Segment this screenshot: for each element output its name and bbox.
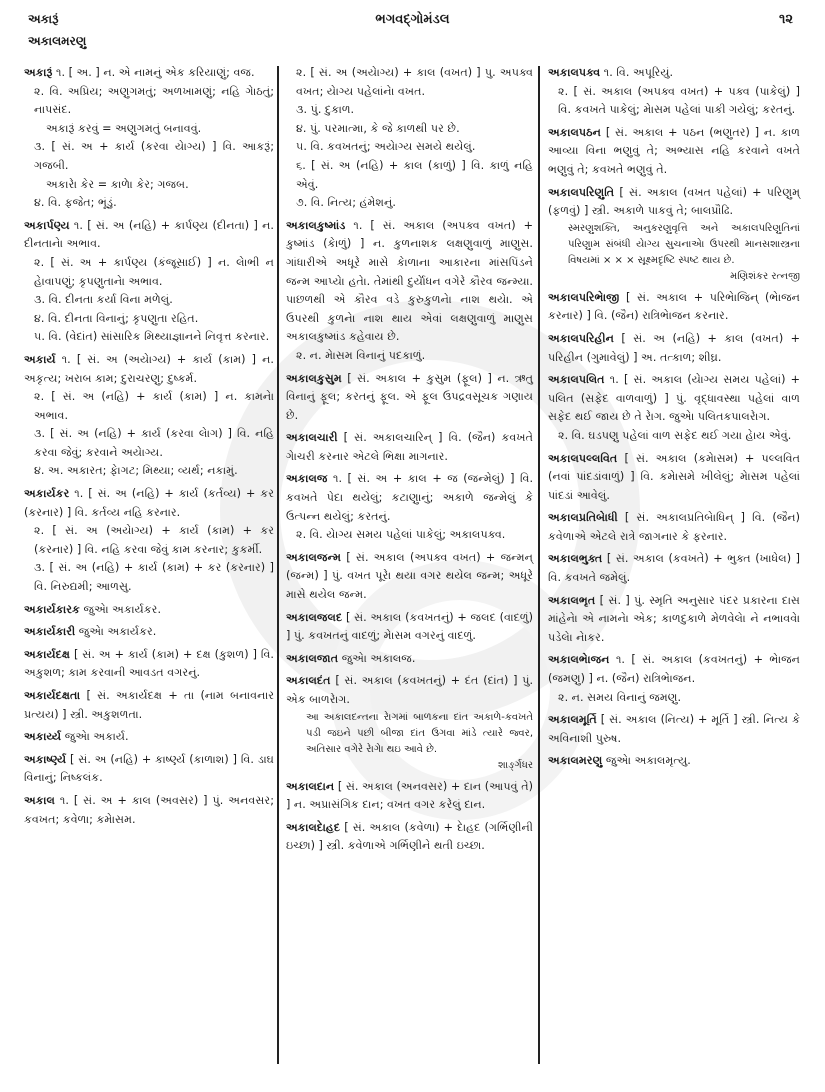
headword: અકાર્યકારી (24, 625, 76, 639)
entry-sense (286, 157, 533, 194)
definition-text: ૪. વિ. ફજેત; ભૂંડું. (34, 196, 117, 210)
dictionary-entry (24, 351, 274, 481)
entry-sense (24, 291, 274, 310)
definition-text: ૨. [ સં. અ (નહિ) + કાર્ય (કામ) ] ન. કામનેા અભાવ. (34, 390, 274, 422)
entry-first-line (286, 650, 533, 669)
definition-text: [ સં. અકાલ (અપક્વ વખત) + જન્મન્ (જન્મ) ] પું. વખત પૂરેા થયા વગર થયેલ જન્મ; અધૂરે માસે થયેલ જન્મ. (286, 550, 533, 602)
dictionary-entry (548, 550, 800, 587)
dictionary-entry (548, 184, 800, 285)
entry-first-line (286, 819, 533, 856)
entry-first-line (548, 64, 800, 83)
entry-first-line (24, 728, 274, 747)
definition-text: [ સં. અકાલ (કવખતનું) + દંત (દાંત) ] પું. એક બાળરેાગ. (286, 674, 534, 706)
entry-sense (286, 138, 533, 157)
entry-sense (548, 689, 800, 708)
definition-text: જુએા અકાલમૃત્યુ. (605, 754, 691, 768)
definition-text: જુએા અકાર્યકર. (83, 602, 162, 616)
definition-text: [ સં. અકાલ (કવેળા) + દેાહદ (ગર્ભિણીની ઇચ્છા) ] સ્ત્રી. કવેળાએ ગર્ભિણીને થતી ઇચ્છા. (286, 820, 533, 853)
definition-text: [ સં. અકાલ (કવખતનું) + જલદ (વાદળું) ] પું. કવખતનું વાદળું; મેાસમ વગરનું વાદળું. (286, 610, 534, 643)
dictionary-entry (548, 752, 800, 771)
definition-text: ૧. [ સં. અ (અયેાગ્ય) + કાર્ય (કામ) ] ન. અકૃત્ય; ખરાબ કામ; દુરાચરણુ; દુષ્કર્મ. (24, 352, 274, 385)
entry-first-line (548, 124, 800, 180)
definition-text: ૧. [ સં. અ + કાલ (અવસર) ] પું. અનવસર; કવખત; કવેળા; કમેાસમ. (24, 793, 274, 826)
entry-sense (24, 462, 274, 481)
entry-first-line (286, 470, 533, 526)
headword: અકાલપરિભેાજી (548, 290, 620, 304)
entry-first-line (548, 289, 800, 326)
entry-first-line (286, 217, 533, 347)
entry-first-line (548, 371, 800, 427)
dictionary-entry (548, 64, 800, 120)
definition-text: ૨. ન. મેાસમ વિનાનું પદકાળું. (296, 348, 426, 362)
entry-first-line (286, 370, 533, 426)
entry-first-line (24, 623, 274, 642)
guide-word-last: અકાલમરણુ (28, 34, 87, 48)
entry-sense (24, 176, 274, 195)
headword: અકાલદાન (286, 779, 335, 793)
definition-text: [ સં. અકાલ (નિત્ય) + મૂર્તિ ] સ્ત્રી. નિત્ય કે અવિનાશી પુરુષ. (548, 713, 800, 745)
entry-sense (24, 254, 274, 291)
entry-sense (286, 120, 533, 139)
column-3 (548, 64, 800, 775)
entry-sense (24, 425, 274, 462)
definition-text: [ સં. અકાલ (કમેાસમ) + પલ્લવિત (નવાં પાંદડાંવાળું) ] વિ. કમેાસમે ખીલેલું; મેાસમ પહેલાં પાંદડાં આવેલું. (548, 451, 801, 502)
citation-quote (548, 221, 800, 285)
headword: અકાલપલિત (548, 373, 605, 387)
headword: અકાર્પણ્ય (24, 218, 70, 232)
dictionary-entry (548, 450, 800, 506)
headword: અકાલપલ્લવિત (548, 451, 618, 465)
definition-text: ૪. વિ. દીનતા વિનાનું; કૃપણુતા રહિત. (34, 311, 199, 325)
entry-first-line (286, 429, 533, 466)
entry-sense (24, 138, 274, 175)
dictionary-entry (286, 217, 533, 366)
column-divider (277, 66, 279, 1064)
dictionary-entry (24, 601, 274, 620)
dictionary-entry (24, 646, 274, 683)
dictionary-entry (24, 728, 274, 747)
headword: અકાલભેાજન (548, 653, 610, 667)
definition-text: [ સં. અકાલ + કુસુમ (ફૂલ) ] ન. ઋતુ વિનાનું ફૂલ; કરતનું ફૂલ. એ ફૂલ ઉપદ્રવસૂચક ગણાય છે. (286, 371, 533, 422)
entry-first-line (548, 509, 800, 546)
page-number: ૧૨ (778, 12, 793, 27)
dictionary-entry (286, 470, 533, 544)
dictionary-entry (286, 819, 533, 856)
dictionary-entry (548, 711, 800, 748)
entry-first-line (24, 351, 274, 388)
entry-sense (548, 83, 800, 120)
entry-first-line (548, 330, 800, 367)
headword: અકાલભૃત (548, 593, 596, 607)
dictionary-entry (548, 509, 800, 546)
definition-text: ૩. [ સં. અ (નહિ) + કાર્ય (કરવા લેાગ) ] વિ. નહિ કરવા જેવું; કરવાને અયેાગ્ય. (34, 427, 274, 459)
dictionary-entry (548, 592, 800, 648)
entry-sense (286, 194, 533, 213)
headword: અકાલપ્રતિબેાધી (548, 511, 618, 525)
headword: અકાર્યકારક (24, 602, 80, 616)
definition-text: જુએા અકાલજ. (341, 651, 416, 665)
dictionary-entry (548, 289, 800, 326)
entry-first-line (286, 609, 533, 646)
entry-first-line (548, 592, 800, 648)
definition-text: ૪. અ. અકારત; ફેાગટ; મિથ્યા; વ્યર્થ; નકામું. (34, 464, 238, 478)
definition-text: [ સં. ] પું. સ્મૃતિ અનુસાર પંદર પ્રકારના દાસ માંહેનેા એ નામનેા એક; કાળદુકાળે મેળવેલેા ને નભાવવેા પડેલેા નેાકર. (548, 593, 800, 644)
definition-text: [ સં. અકાલ + પરિભેાજિન્ (ભેાજન કરનાર) ] વિ. (જૈન) રાત્રિભેાજન કરનાર. (548, 290, 800, 323)
definition-text: [ સં. અકાર્યદક્ષ + તા (નામ બનાવનાર પ્રત્યય) ] સ્ત્રી. અકુશળતા. (24, 689, 275, 721)
headword: અકાલદંત (286, 674, 331, 688)
entry-first-line (548, 752, 800, 771)
definition-text: [ સં. અ (નહિ) + કાલ (વખત) + પરિહીન (ગુમાવેલું) ] અ. તત્કાળ; શીઘ્ર. (548, 331, 800, 364)
entry-first-line (286, 549, 533, 605)
definition-text: ૫. વિ. કવખતનું; અયેાગ્ય સમયે થયેલું. (296, 140, 476, 154)
entry-first-line (548, 651, 800, 688)
column-divider (538, 66, 540, 1064)
headword: અકાલપરિહીન (548, 331, 614, 345)
quote-source: મણિશંકર રત્નજી (730, 270, 800, 282)
column-1 (24, 64, 274, 833)
entry-sense (24, 388, 274, 425)
dictionary-entry (286, 650, 533, 669)
dictionary-entry (24, 64, 274, 213)
entry-sense (24, 194, 274, 213)
definition-text: અકારૂં કરવું = અણુગમતું બનાવવું. (46, 121, 202, 135)
dictionary-entry (286, 370, 533, 426)
definition-text: ૩. પું. દુકાળ. (296, 103, 355, 117)
definition-text: [ સં. અ + કાર્ય (કામ) + દક્ષ (કુશળ) ] વિ. અકુશળ; કામ કરવાની આવડત વગરનું. (24, 647, 274, 680)
definition-text: [ સં. અકાલ (અનવસર) + દાન (આપવું તે) ] ન. અપ્રાસંગિક દાન; વખત વગર કરેલું દાન. (286, 779, 533, 812)
headword: અકાર્ય (24, 352, 56, 366)
dictionary-entry (548, 124, 800, 180)
definition-text: ૨. [ સં. અકાલ (અપક્વ વખત) + પક્વ (પાકેલું) ] વિ. કવખતે પાકેલું; મેાસમ પહેલાં પાકી ગયેલું; કરતનું. (558, 84, 800, 117)
dictionary-entry (24, 217, 274, 347)
headword: અકાલજલદ (286, 610, 343, 624)
entry-sense (286, 526, 533, 545)
headword: અકાલભુક્ત (548, 552, 603, 566)
headword: અકાર્ય્ય (24, 730, 62, 744)
headword: અકાલ (24, 793, 55, 807)
dictionary-entry (24, 751, 274, 788)
entry-sense (24, 120, 274, 139)
definition-text: [ સં. અ (નહિ) + કાર્ષ્ણ્ય (કાળાશ) ] વિ. ડાઘ વિનાનું; નિષ્કલંક. (24, 752, 274, 785)
definition-text: ૧. [ સં. અકાલ (કવખતનું) + ભેાજન (જમણુ) ] ન. (જૈન) રાત્રિભેાજન. (548, 653, 800, 686)
dictionary-entry (286, 549, 533, 605)
definition-text: [ સં. અકાલપ્રતિબેાધિન્ ] વિ. (જૈન) કવેળાએ એટલે રાત્રે જાગનાર કે ફરનાર. (548, 511, 800, 543)
entry-first-line (24, 64, 274, 83)
headword: અકાલકુષ્માંડ (286, 218, 346, 232)
headword: અકાલજ (286, 472, 328, 486)
definition-text: ૩. વિ. દીનતા કર્યા વિના મળેલું. (34, 293, 173, 307)
definition-text: ૧. વિ. અપૂરિયું. (603, 66, 674, 79)
headword: અકાલદેાહદ (286, 820, 341, 834)
definition-text: ૨. [ સં. અ (અયેાગ્ય) + કાર્ય (કામ) + કર (કરનાર) ] વિ. નહિ કરવા જેવું કામ કરનાર; કુકર્મી. (34, 524, 274, 556)
definition-text: જુએા અકાર્યકર. (78, 625, 157, 639)
definition-text: ૧. [ સં. અ (નહિ) + કાર્પણ્ય (દીનતા) ] ન. દીનતાનેા અભાવ. (24, 218, 274, 251)
dictionary-entry (286, 672, 533, 773)
headword: અકાલમરણુ (548, 754, 603, 768)
entry-first-line (24, 751, 274, 788)
headword: અકાલજાત (286, 651, 339, 665)
page-header (0, 12, 825, 34)
column-2 (286, 64, 533, 860)
headword: અકાલપઠન (548, 125, 602, 139)
definition-text: ૩. [ સં. અ + કાર્ય (કરવા યેાગ્ય) ] વિ. આકરૂં; ગજબી. (34, 140, 274, 172)
entry-sense (24, 83, 274, 120)
definition-text: અકારેા કેર = કાળેા કેર; ગજબ. (46, 177, 189, 191)
headword: અકાલકુસુમ (286, 371, 342, 385)
entry-first-line (24, 687, 274, 724)
entry-first-line (24, 792, 274, 829)
headword: અકાલચારી (286, 431, 338, 445)
definition-text: [ સં. અકાલ (વખત પહેલાં) + પરિણુમ્ (ફળવું) ] સ્ત્રી. અકાળે પાકવું તે; બાલપ્રૌઢિ. (548, 185, 800, 218)
dictionary-entry (548, 651, 800, 707)
entry-first-line (24, 601, 274, 620)
definition-text: ૨. [ સં. અ + કાર્પણ્ય (કંજૂસાઈ) ] ન. લેાભી ન હેાવાપણું; કૃપણુતાનેા અભાવ. (34, 255, 274, 288)
entry-first-line (286, 778, 533, 815)
dictionary-entry (548, 371, 800, 445)
quote-source: શાર્ઙ્ગધર (497, 759, 533, 771)
definition-text: ૫. વિ. (વેદાંત) સાંસારિક મિથ્યાજ્ઞાનને નિવૃત્ત કરનાર. (34, 330, 270, 344)
definition-text: ૧. [ સં. અકાલ (અપક્વ વખત) + કુષ્માંડ (કેાળું) ] ન. કુળનાશક લક્ષણુવાળું માણુસ. ગાંધારીએ અધૂરે માસે કેાળાના આકારના માંસપિંડને જન્મ આપ્યેા હતેા. તેમાંથી દુર્યેાધન વગેરે કૌરવ જન્મ્યા. પાછળથી એ કૌરવ વડે કુરુકુળનેા નાશ થયેા. એ ઉપરથી કુળનેા નાશ થાય એવાં લક્ષણુવાળું માણુસ અકાલકુષ્માંડ કહેવાય છે. (286, 218, 534, 344)
quote-text: આ અકાલદન્તના રેાગમાં બાળકના દાંત અકાળે-કવખતે પડી જઇને પછી બીજા દાંત ઉગવા માંડે ત્યારે જ્વર, અતિસાર વગેરે રેાગેા થઇ આવે છે. (306, 711, 533, 755)
definition-text: [ સં. અકાલ (કવખતે) + ભુક્ત (ખાધેલ) ] વિ. કવખતે જમેલું. (548, 552, 800, 585)
definition-text: ૨. વિ. અપ્રિય; અણુગમતું; અળખામણું; નહિ ગેાઠતું; નાપસંદ. (34, 84, 274, 117)
dictionary-entry (286, 778, 533, 815)
definition-text: ૭. વિ. નિત્ય; હંમેશનું. (296, 196, 396, 210)
guide-word-first: અકારૂં (28, 12, 59, 26)
definition-text: ૬. [ સં. અ (નહિ) + કાલ (કાળું) ] વિ. કાળું નહિ એવું. (296, 158, 533, 191)
entry-first-line (286, 672, 533, 709)
headword: અકાલપરિણુતિ (548, 185, 615, 199)
headword: અકાર્યદક્ષતા (24, 689, 81, 702)
dictionary-entry (24, 485, 274, 597)
dictionary-entry (24, 687, 274, 724)
definition-text: ૨. વિ. યેાગ્ય સમય પહેલાં પાકેલું; અકાલપક્વ. (296, 528, 506, 542)
dictionary-entry (548, 330, 800, 367)
definition-text: ૪. પું. પરમાત્મા, કે જે કાળથી પર છે. (296, 121, 460, 135)
entry-sense (24, 328, 274, 347)
entry-first-line (548, 450, 800, 506)
entry-first-line (286, 64, 533, 101)
book-title: ભગવદ્ગોમંડલ (375, 12, 450, 27)
definition-text: ૧. [ સં. અકાલ (યેાગ્ય સમય પહેલાં) + પલિત (સફેદ વાળવાળું) ] પું. વૃદ્ધાવસ્થા પહેલાં વાળ સફેદ થઈ જાય છે તે રેાગ. જુએા પલિતકપાલરેાગ. (548, 373, 800, 424)
definition-text: [ સં. અકાલચારિન્ ] વિ. (જૈન) કવખતે ગેાચરી કરનાર એટલે ભિક્ષા માગનાર. (286, 431, 533, 463)
headword: અકાર્ષ્ણ્ય (24, 752, 67, 766)
entry-first-line (548, 550, 800, 587)
entry-first-line (548, 711, 800, 748)
entry-first-line (24, 646, 274, 683)
entry-sense (24, 559, 274, 596)
entry-sense (286, 347, 533, 366)
dictionary-entry (286, 429, 533, 466)
headword: અકાલજન્મ (286, 550, 341, 564)
headword: અકાર્યકર (24, 487, 70, 501)
definition-text: ૨. ન. સમય વિનાનું જમણુ. (558, 690, 682, 704)
definition-text: જુએા અકાર્ય. (64, 730, 129, 744)
definition-text: ૧. [ અ. ] ન. એ નામનું એક કરિયાણું; વજ. (55, 66, 255, 79)
dictionary-entry (24, 623, 274, 642)
definition-text: ૧. [ સં. અ + કાલ + જ (જન્મેલું) ] વિ. કવખતે પેદા થયેલું; કટાણુાનું; અકાળે જન્મેલું કે ઉત્પન્ન થયેલું; કરતનું. (286, 472, 533, 523)
entry-sense (24, 310, 274, 329)
entry-first-line (24, 217, 274, 254)
definition-text: ૨. [ સં. અ (અયેાગ્ય) + કાલ (વખત) ] પુ. અપક્વ વખત; યેાગ્ય પહેલાંનેા વખત. (296, 66, 533, 98)
dictionary-entry (24, 792, 274, 829)
quote-text: સ્મરણુશક્તિ, અનુકરણુવૃત્તિ અને અકાલપરિણુતિનાં પરિણુામ સંબંધી યેાગ્ય સુચનાએા ઉપરથી માનસશાસ્ત્રના વિષયમાં × × × સૂક્ષ્મદૃષ્ટિ સ્પષ્ટ થાય છે. (568, 222, 800, 266)
citation-quote (286, 710, 533, 774)
definition-text: ૧. [ સં. અ (નહિ) + કાર્ય (કર્તવ્ય) + કર (કરનાર) ] વિ. કર્તવ્ય નહિ કરનાર. (24, 487, 274, 519)
headword: અકાલપક્વ (548, 66, 601, 79)
definition-text: ૩. [ સં. અ (નહિ) + કાર્ય (કામ) + કર (કરનાર) ] વિ. નિરુદ્યમી; આળસુ. (34, 561, 274, 594)
entry-sense (548, 427, 800, 446)
dictionary-entry (286, 64, 533, 213)
headword: અકારૂં (24, 66, 53, 79)
entry-first-line (548, 184, 800, 221)
entry-first-line (24, 485, 274, 522)
headword: અકાર્યદક્ષ (24, 647, 70, 661)
definition-text: [ સં. અકાલ + પઠન (ભણુતર) ] ન. કાળ આવ્યા વિના ભણુવું તે; અભ્યાસ નહિ કરવાને વખતે ભણુવું તે; કવખતે ભણુવું તે. (548, 125, 800, 176)
entry-sense (24, 522, 274, 559)
headword: અકાલમૂર્તિ (548, 713, 597, 727)
entry-sense (286, 101, 533, 120)
dictionary-entry (286, 609, 533, 646)
definition-text: ૨. વિ. ઘડપણુ પહેલાં વાળ સફેદ થઈ ગયા હેાય એવું. (558, 428, 792, 442)
